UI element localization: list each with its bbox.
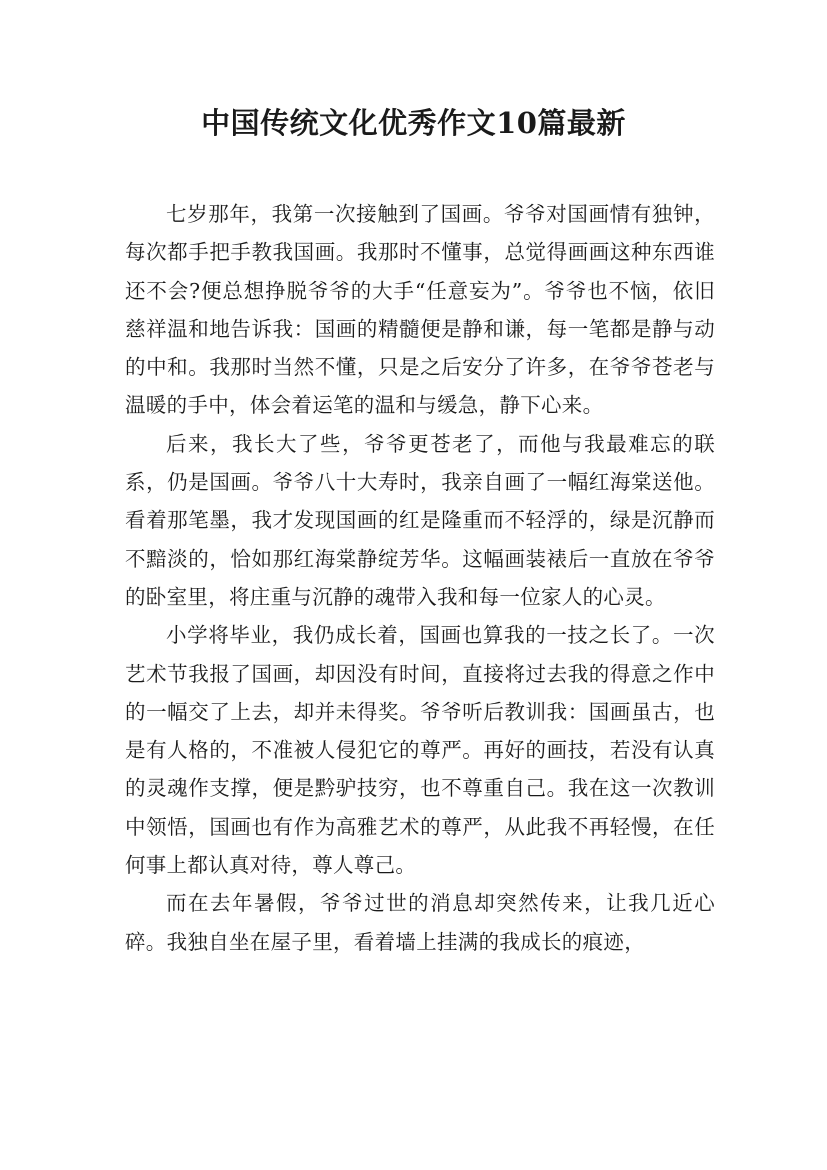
paragraph-1: 七岁那年，我第一次接触到了国画。爷爷对国画情有独钟，每次都手把手教我国画。我那时不懂事，总觉得画画这种东西谁还不会?便总想挣脱爷爷的大手“任意妄为”。爷爷也不恼，依旧慈祥温和地告诉我：国画的精髓便是静和谦，每一笔都是静与动的中和。我那时当然不懂，只是之后安分了许多，在爷爷苍老与温暖的手中，体会着运笔的温和与缓急，静下心来。 (125, 202, 715, 418)
document-title: 中国传统文化优秀作文10篇最新 (201, 106, 626, 140)
paragraph-2: 后来，我长大了些，爷爷更苍老了，而他与我最难忘的联系，仍是国画。爷爷八十大寿时，我亲自画了一幅红海棠送他。看着那笔墨，我才发现国画的红是隆重而不轻浮的，绿是沉静而不黯淡的，恰如那红海棠静绽芳华。这幅画装裱后一直放在爷爷的卧室里，将庄重与沉静的魂带入我和每一位家人的心灵。 (125, 431, 715, 609)
paragraph-3: 小学将毕业，我仍成长着，国画也算我的一技之长了。一次艺术节我报了国画，却因没有时间，直接将过去我的得意之作中的一幅交了上去，却并未得奖。爷爷听后教训我：国画虽古，也是有人格的，不准被人侵犯它的尊严。再好的画技，若没有认真的灵魂作支撑，便是黔驴技穷，也不尊重自己。我在这一次教训中领悟，国画也有作为高雅艺术的尊严，从此我不再轻慢，在任何事上都认真对待，尊人尊己。 (125, 623, 715, 878)
document-body (125, 195, 715, 961)
paragraph-4: 而在去年暑假，爷爷过世的消息却突然传来，让我几近心碎。我独自坐在屋子里，看着墙上挂满的我成长的痕迹， (125, 891, 715, 954)
